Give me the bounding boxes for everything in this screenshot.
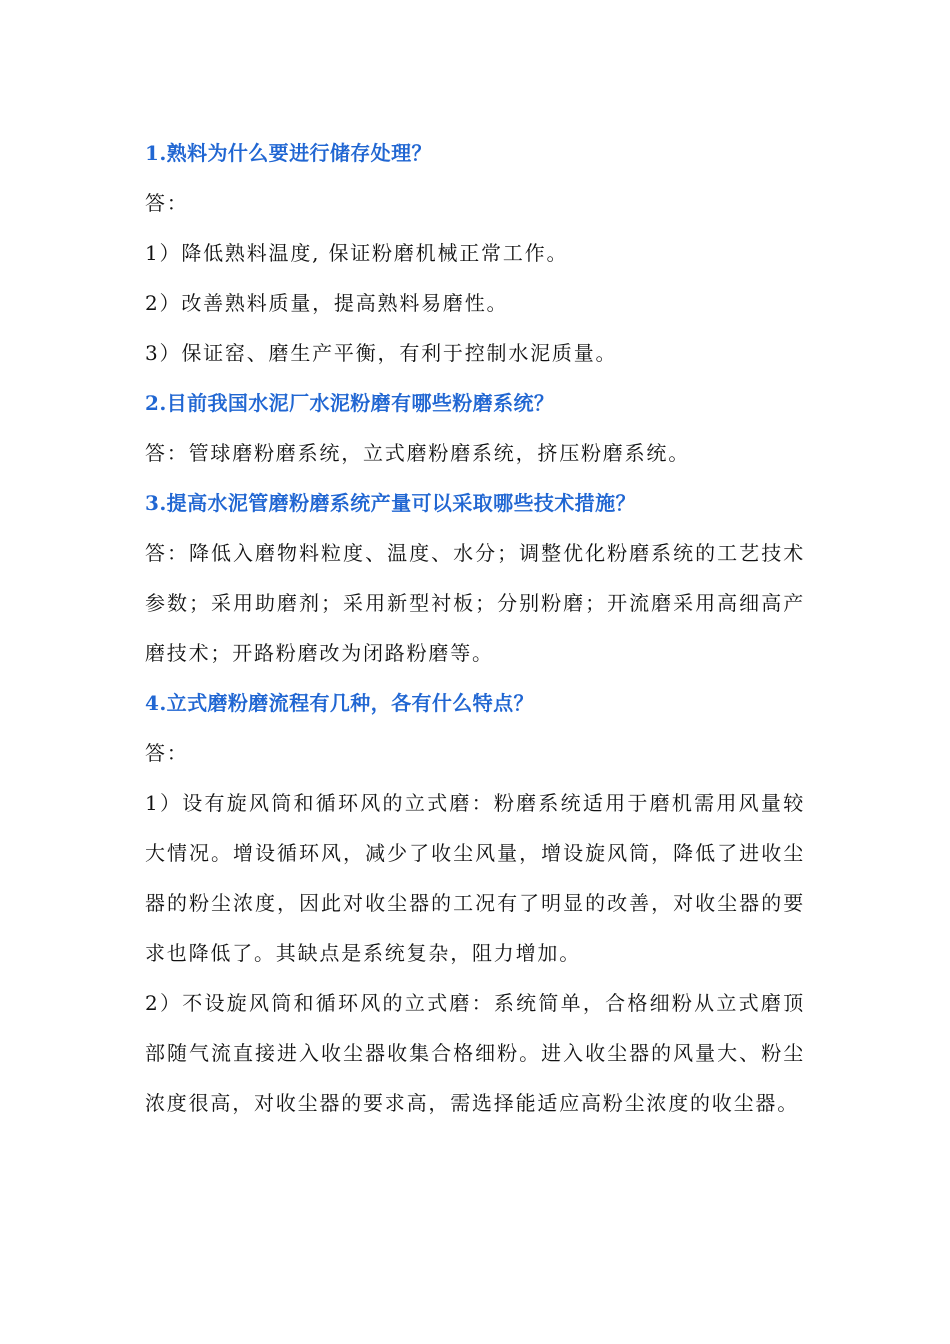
question-4-answer-item: 1）设有旋风筒和循环风的立式磨：粉磨系统适用于磨机需用风量较大情况。增设循环风，减少了收尘风量，增设旋风筒，降低了进收尘器的粉尘浓度，因此对收尘器的工况有了明显的改善，对收尘器的要求也降低了。其缺点是系统复杂，阻力增加。 xyxy=(145,791,805,965)
question-2-answer: 答：管球磨粉磨系统，立式磨粉磨系统，挤压粉磨系统。 xyxy=(145,441,690,465)
question-4-answer-item: 2）不设旋风筒和循环风的立式磨：系统简单，合格细粉从立式磨顶部随气流直接进入收尘器收集合格细粉。进入收尘器的风量大、粉尘浓度很高，对收尘器的要求高，需选择能适应高粉尘浓度的收尘器。 xyxy=(145,991,805,1115)
document-body xyxy=(145,128,805,1128)
question-1-answer-item: 1）降低熟料温度, 保证粉磨机械正常工作。 xyxy=(145,241,569,265)
question-1-answer-item: 3）保证窑、磨生产平衡，有利于控制水泥质量。 xyxy=(145,341,618,365)
question-1-heading: 1.熟料为什么要进行储存处理？ xyxy=(145,141,432,165)
question-2-heading: 2.目前我国水泥厂水泥粉磨有哪些粉磨系统？ xyxy=(145,391,555,415)
question-3-heading: 3.提高水泥管磨粉磨系统产量可以采取哪些技术措施？ xyxy=(145,491,636,515)
question-1-answer-item: 2）改善熟料质量，提高熟料易磨性。 xyxy=(145,291,509,315)
question-4-answer-label: 答： xyxy=(145,741,189,765)
question-1-answer-label: 答： xyxy=(145,191,189,215)
question-4-heading: 4.立式磨粉磨流程有几种，各有什么特点？ xyxy=(145,691,534,715)
question-3-answer: 答：降低入磨物料粒度、温度、水分；调整优化粉磨系统的工艺技术参数；采用助磨剂；采用新型衬板；分别粉磨；开流磨采用高细高产磨技术；开路粉磨改为闭路粉磨等。 xyxy=(145,541,805,665)
